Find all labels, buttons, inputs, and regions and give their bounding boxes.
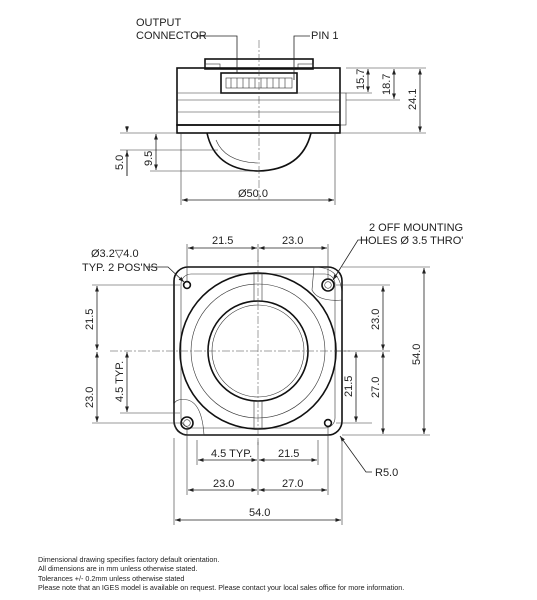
thread-hole-bottom-right bbox=[325, 420, 332, 427]
dim-left-21-5: 21.5 bbox=[84, 308, 96, 330]
dim-top-23-0: 23.0 bbox=[282, 235, 304, 247]
dim-bottom-4-5-typ: 4.5 TYP. bbox=[211, 448, 253, 460]
dim-bottom-21-5: 21.5 bbox=[278, 448, 300, 460]
dim-right-27-0: 27.0 bbox=[370, 376, 382, 398]
hole-spec-label: Ø3.2▽4.0 bbox=[91, 248, 139, 260]
output-connector-label: OUTPUT bbox=[136, 17, 182, 29]
dim-dia-50: Ø50.0 bbox=[238, 188, 268, 200]
radius-label: R5.0 bbox=[375, 467, 399, 479]
note-line: Please note that an IGES model is available on request. Please contact your local sales office for more information. bbox=[38, 583, 405, 593]
dim-right-21-5: 21.5 bbox=[343, 375, 355, 397]
drawing-notes bbox=[38, 555, 404, 593]
dim-top-21-5: 21.5 bbox=[212, 235, 234, 247]
dim-5-0: 5.0 bbox=[114, 154, 126, 170]
dim-left-23-0: 23.0 bbox=[84, 386, 96, 408]
mounting-holes-label-2: HOLES Ø 3.5 THRO' bbox=[360, 235, 464, 247]
output-connector-label-2: CONNECTOR bbox=[136, 30, 207, 42]
dim-bottom-54-0: 54.0 bbox=[249, 507, 271, 519]
note-line: Dimensional drawing specifies factory default orientation. bbox=[38, 555, 220, 564]
dim-left-4-5-typ: 4.5 TYP. bbox=[114, 360, 126, 402]
note-line: Tolerances +/- 0.2mm unless otherwise stated bbox=[38, 573, 185, 583]
dim-9-5: 9.5 bbox=[143, 150, 155, 166]
dim-15-7: 15.7 bbox=[355, 68, 367, 90]
hole-spec-label-2: TYP. 2 POS'NS bbox=[82, 262, 158, 274]
camera-body-side bbox=[177, 68, 340, 125]
dim-24-1: 24.1 bbox=[407, 88, 419, 110]
dim-bottom-27-0: 27.0 bbox=[282, 478, 304, 490]
dim-right-23-0: 23.0 bbox=[370, 308, 382, 330]
dim-bottom-23-0: 23.0 bbox=[213, 478, 235, 490]
pin1-label: PIN 1 bbox=[311, 30, 339, 42]
note-line: All dimensions are in mm unless otherwise stated. bbox=[38, 564, 198, 574]
front-view bbox=[82, 222, 463, 525]
dim-right-54-0: 54.0 bbox=[411, 343, 423, 365]
mounting-hole-top-right bbox=[322, 279, 334, 291]
dim-18-7: 18.7 bbox=[381, 73, 393, 95]
side-view bbox=[114, 17, 426, 205]
mounting-holes-label: 2 OFF MOUNTING bbox=[369, 222, 464, 234]
thread-hole-top-left bbox=[184, 282, 191, 289]
